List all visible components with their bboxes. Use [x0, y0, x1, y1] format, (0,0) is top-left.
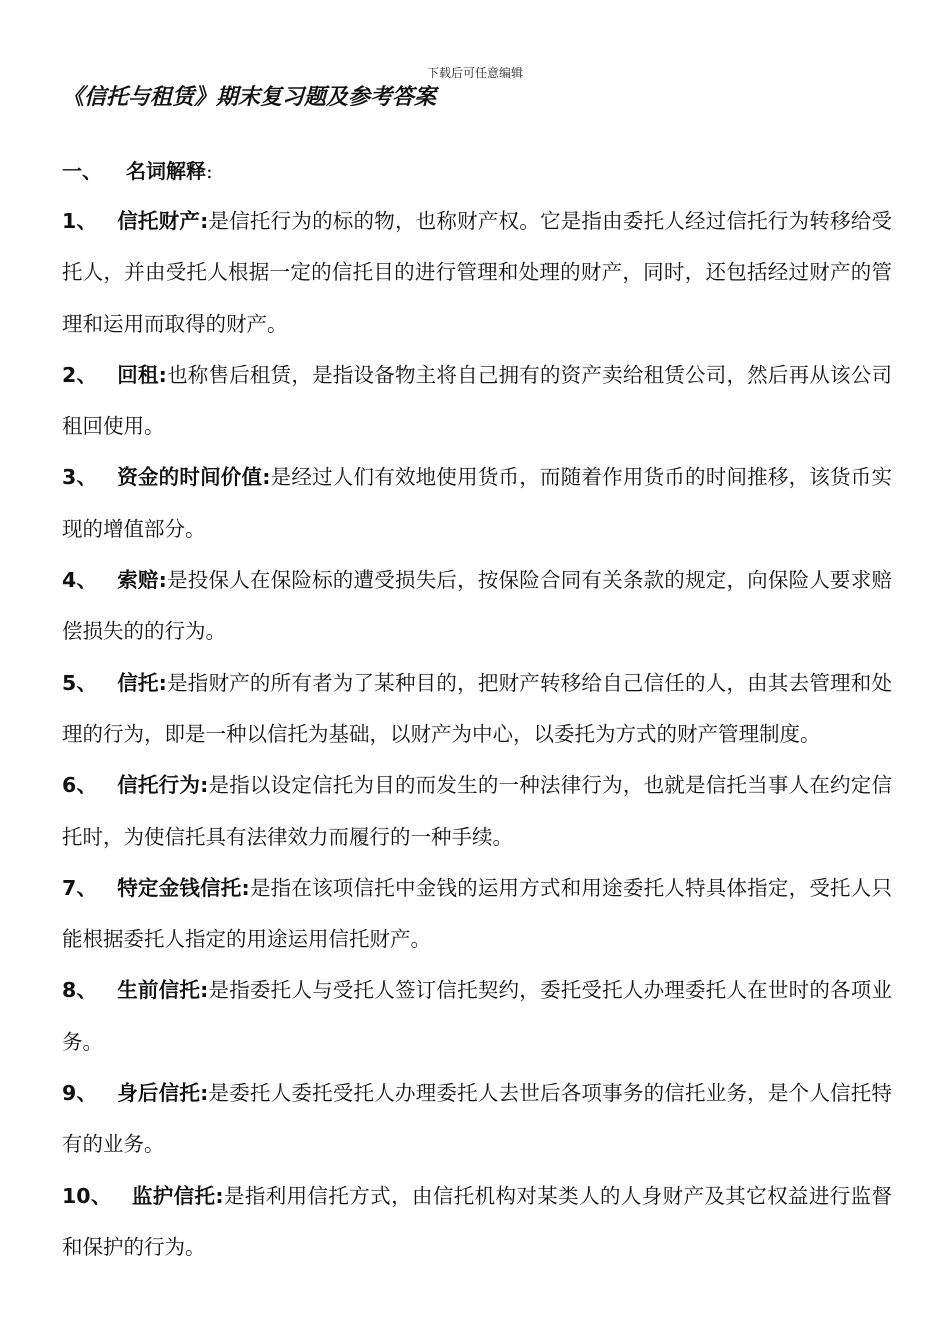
section-number: 一、 [62, 159, 102, 183]
glossary-entry [62, 760, 892, 863]
entry-definition: 是委托人委托受托人办理委托人去世后各项事务的信托业务，是个人信托特有的业务。 [62, 1081, 892, 1157]
entry-number: 9、 [62, 1081, 98, 1106]
entry-term: 资金的时间价值: [117, 465, 271, 490]
entry-number: 10、 [62, 1183, 112, 1208]
entry-term: 信托行为: [117, 773, 209, 798]
section-colon: : [206, 159, 213, 183]
entry-term: 信托: [117, 670, 167, 695]
entry-number: 1、 [62, 209, 98, 233]
section-label: 名词解释 [126, 159, 206, 183]
entry-term: 索赔: [117, 568, 167, 593]
glossary-entry [62, 1171, 892, 1274]
entry-definition: 也称售后租赁，是指设备物主将自己拥有的资产卖给租赁公司，然后再从该公司租回使用。 [62, 362, 892, 439]
entry-term: 身后信托: [117, 1081, 209, 1106]
entry-term: 回租: [117, 362, 167, 387]
entry-number: 8、 [62, 978, 98, 1003]
header-note: 下载后可任意编辑 [426, 66, 523, 80]
entry-definition: 是指在该项信托中金钱的运用方式和用途委托人特具体指定，受托人只能根据委托人指定的用途运用信托财产。 [62, 875, 892, 952]
entry-definition: 是经过人们有效地使用货币，而随着作用货币的时间推移，该货币实现的增值部分。 [62, 465, 892, 541]
entry-term: 特定金钱信托: [117, 875, 250, 900]
glossary-entry [62, 658, 892, 761]
entry-definition: 是信托行为的标的物，也称财产权。它是指由委托人经过信托行为转移给受托人，并由受托人根据一定的信托目的进行管理和处理的财产，同时，还包括经过财产的管理和运用而取得的财产。 [62, 209, 892, 336]
glossary-entry [62, 863, 892, 966]
glossary-entry [62, 1068, 892, 1171]
entry-term: 生前信托: [117, 978, 209, 1003]
entry-definition: 是指委托人与受托人签订信托契约，委托受托人办理委托人在世时的各项业务。 [62, 978, 892, 1054]
entry-number: 3、 [62, 465, 98, 490]
entry-number: 4、 [62, 568, 98, 593]
glossary-entry [62, 350, 892, 453]
entry-definition: 是指利用信托方式，由信托机构对某类人的人身财产及其它权益进行监督和保护的行为。 [62, 1183, 893, 1259]
entry-number: 2、 [62, 362, 98, 387]
entry-term: 信托财产: [117, 209, 209, 233]
entry-number: 6、 [62, 773, 98, 798]
glossary-entry [62, 452, 892, 555]
glossary-entry [62, 965, 892, 1068]
glossary-entry [62, 196, 892, 350]
document-title: 《信托与租赁》期末复习题及参考答案 [62, 85, 437, 110]
glossary-list [62, 196, 892, 1273]
section-heading [62, 155, 213, 187]
entry-term: 监护信托: [131, 1183, 224, 1208]
entry-number: 5、 [62, 670, 98, 695]
entry-definition: 是指财产的所有者为了某种目的，把财产转移给自己信任的人，由其去管理和处理的行为，即是一种以信托为基础，以财产为中心，以委托为方式的财产管理制度。 [62, 670, 892, 746]
glossary-entry [62, 555, 892, 658]
entry-number: 7、 [62, 875, 98, 900]
entry-definition: 是投保人在保险标的遭受损失后，按保险合同有关条款的规定，向保险人要求赔偿损失的的行为。 [62, 568, 892, 644]
entry-definition: 是指以设定信托为目的而发生的一种法律行为，也就是信托当事人在约定信托时，为使信托具有法律效力而履行的一种手续。 [62, 773, 892, 849]
